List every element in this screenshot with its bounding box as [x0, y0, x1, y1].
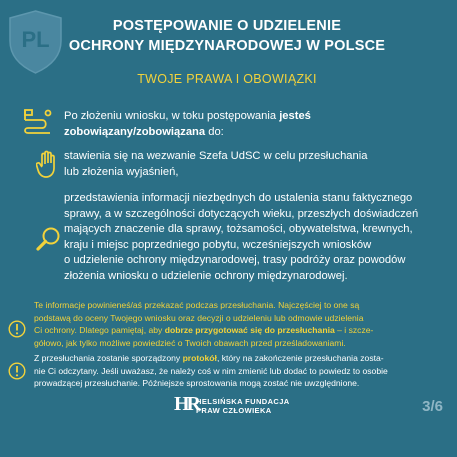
duty-1-line-2: lub złożenia wyjaśnień, [64, 165, 179, 178]
note1-line-2: podstawą do oceny Twojego wniosku oraz decyzji o udzieleniu lub odmowie udzielenia [34, 312, 364, 323]
title-line-1: POSTĘPOWANIE O UDZIELENIE [112, 18, 342, 34]
intro-line2-bold: zobowiązany/zobowiązana [64, 125, 206, 138]
page-title [68, 16, 386, 56]
org-name-line-1: HELSIŃSKA FUNDACJA [196, 397, 290, 406]
intro-line2-suffix: do: [205, 125, 224, 138]
intro-line1-prefix: Po złożeniu wniosku, w toku postępowania [64, 110, 280, 122]
duty-1-line-1: stawienia się na wezwanie Szefa UdSC w celu przesłuchania [64, 150, 368, 162]
shield-badge-label: PL [21, 27, 50, 52]
duty-2-line-1: przedstawienia informacji niezbędnych do ustalenia stanu faktycznego [64, 192, 413, 204]
note2-line-3: prowadzącej przesłuchanie. Późniejsze sprostowania mogą zostać nie uwzględnione. [34, 378, 360, 389]
title-line-2: OCHRONY MIĘDZYNARODOWEJ W POLSCE [68, 38, 386, 54]
duty-2-line-4: kraju i miejsc poprzedniego pobytu, wcześniejszych wniosków [64, 238, 372, 251]
info-icon [8, 320, 26, 338]
duty-item-2 [64, 191, 449, 284]
hand-stop-icon [36, 150, 60, 180]
info-icon [8, 362, 26, 380]
note-preparation [34, 299, 454, 349]
note1-line-3-bold: dobrze przygotować się do przesłuchania [164, 325, 335, 336]
route-icon [22, 108, 52, 134]
page-subtitle: TWOJE PRAWA I OBOWIĄZKI [137, 72, 317, 86]
intro-text [64, 109, 444, 140]
page-number: 3/6 [422, 398, 443, 415]
note2-line-1-prefix: Z przesłuchania zostanie sporządzony [34, 353, 183, 363]
duty-2-line-3: mających znaczenie dla sprawy, tożsamości, obywatelstwa, krewnych, [64, 223, 413, 235]
note2-line-1-bold: protokół [182, 353, 217, 363]
magnifier-icon [36, 226, 62, 252]
note1-line-3-prefix: Ci ochrony. Dlatego pamiętaj, aby [34, 325, 165, 336]
note1-line-3-suffix: – i szcze- [334, 325, 374, 336]
org-name-line-2: PRAW CZŁOWIEKA [196, 406, 272, 415]
duty-2-line-6: złożenia wniosku o udzielenie ochrony międzynarodowej. [64, 269, 348, 282]
note1-line-1: Te informacje powinieneś/aś przekazać podczas przesłuchania. Najczęściej to one są [34, 300, 360, 310]
note1-line-4: gółowo, jak tylko możliwe powiedzieć o Twoich obawach przed prześladowaniami. [34, 337, 346, 348]
note-protocol [34, 352, 454, 390]
hfpc-logo-text [196, 397, 290, 415]
intro-line1-bold: jesteś [279, 110, 311, 122]
duty-2-line-5: o udzielenie ochrony międzynarodowej, trasy podróży oraz powodów [64, 254, 406, 266]
duty-2-line-2: sprawy, a w szczególności dotyczących wieku, przeszłych doświadczeń [64, 207, 419, 220]
duty-item-1 [64, 149, 444, 180]
hfpc-logo-mark: HR [174, 393, 198, 415]
note2-line-1-suffix: , który na zakończenie przesłuchania zosta- [216, 353, 384, 363]
note2-line-2: nie Ci odczytany. Jeśli uważasz, że należy coś w nim zmienić lub dodać to powiedz to osobie [34, 365, 388, 376]
